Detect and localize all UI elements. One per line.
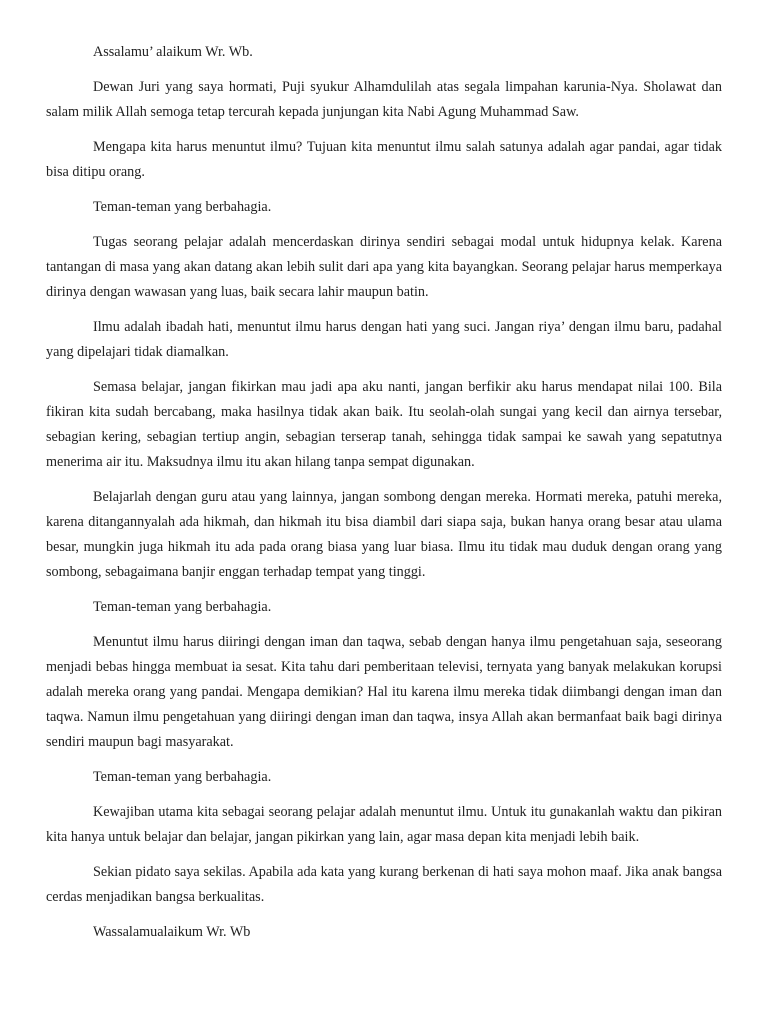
greeting-opening: Assalamu’ alaikum Wr. Wb.	[93, 44, 253, 60]
paragraph-student-duty: Tugas seorang pelajar adalah mencerdaskan dirinya sendiri sebagai modal untuk hidupnya kelak. Karena tantangan di masa yang akan datang akan lebih sulit dari apa yang kita bayangkan. Seorang pelajar harus memperkaya dirinya dengan wawasan yang luas, baik secara lahir maupun batin.	[46, 234, 722, 300]
paragraph-address-3: Teman-teman yang berbahagia.	[93, 769, 272, 785]
greeting-closing: Wassalamualaikum Wr. Wb	[93, 924, 251, 940]
document-body	[46, 40, 722, 945]
paragraph-kewajiban: Kewajiban utama kita sebagai seorang pelajar adalah menuntut ilmu. Untuk itu gunakanlah waktu dan pikiran kita hanya untuk belajar dan belajar, jangan pikirkan yang lain, agar masa depan kita menjadi lebih baik.	[46, 804, 722, 845]
paragraph-semasa-belajar: Semasa belajar, jangan fikirkan mau jadi apa aku nanti, jangan berfikir aku harus mendapat nilai 100. Bila fikiran kita sudah bercabang, maka hasilnya tidak akan baik. Itu seolah-olah sungai yang kecil dan airnya tersebar, sebagian kering, sebagian tertiup angin, sebagian terserap tanah, sehingga tidak sampai ke sawah yang sepatutnya menerima air itu. Maksudnya ilmu itu akan hilang tanpa sempat digunakan.	[46, 379, 722, 470]
paragraph-question: Mengapa kita harus menuntut ilmu? Tujuan kita menuntut ilmu salah satunya adalah agar pandai, agar tidak bisa ditipu orang.	[46, 139, 722, 180]
paragraph-ibadah-hati: Ilmu adalah ibadah hati, menuntut ilmu harus dengan hati yang suci. Jangan riya’ dengan ilmu baru, padahal yang dipelajari tidak diamalkan.	[46, 319, 722, 360]
paragraph-closing-remarks: Sekian pidato saya sekilas. Apabila ada kata yang kurang berkenan di hati saya mohon maaf. Jika anak bangsa cerdas menjadikan bangsa berkualitas.	[46, 864, 722, 905]
paragraph-address-2: Teman-teman yang berbahagia.	[93, 599, 272, 615]
paragraph-salutation: Dewan Juri yang saya hormati, Puji syukur Alhamdulilah atas segala limpahan karunia-Nya. Sholawat dan salam milik Allah semoga tetap tercurah kepada junjungan kita Nabi Agung Muhammad Saw.	[46, 79, 722, 120]
paragraph-iman-taqwa: Menuntut ilmu harus diiringi dengan iman dan taqwa, sebab dengan hanya ilmu pengetahuan saja, seseorang menjadi bebas hingga membuat ia sesat. Kita tahu dari pemberitaan televisi, ternyata yang banyak melakukan korupsi adalah mereka orang yang pandai. Mengapa demikian? Hal itu karena ilmu mereka tidak diimbangi dengan iman dan taqwa. Namun ilmu pengetahuan yang diiringi dengan iman dan taqwa, insya Allah akan bermanfaat baik bagi dirinya sendiri maupun bagi masyarakat.	[46, 634, 722, 750]
paragraph-address-1: Teman-teman yang berbahagia.	[93, 199, 272, 215]
paragraph-belajarlah: Belajarlah dengan guru atau yang lainnya, jangan sombong dengan mereka. Hormati mereka, patuhi mereka, karena ditangannyalah ada hikmah, dan hikmah itu bisa diambil dari siapa saja, bukan hanya orang besar atau ulama besar, mungkin juga hikmah itu ada pada orang biasa yang luar biasa. Ilmu itu tidak mau duduk dengan orang yang sombong, sebagaimana banjir enggan terhadap tempat yang tinggi.	[46, 489, 722, 580]
